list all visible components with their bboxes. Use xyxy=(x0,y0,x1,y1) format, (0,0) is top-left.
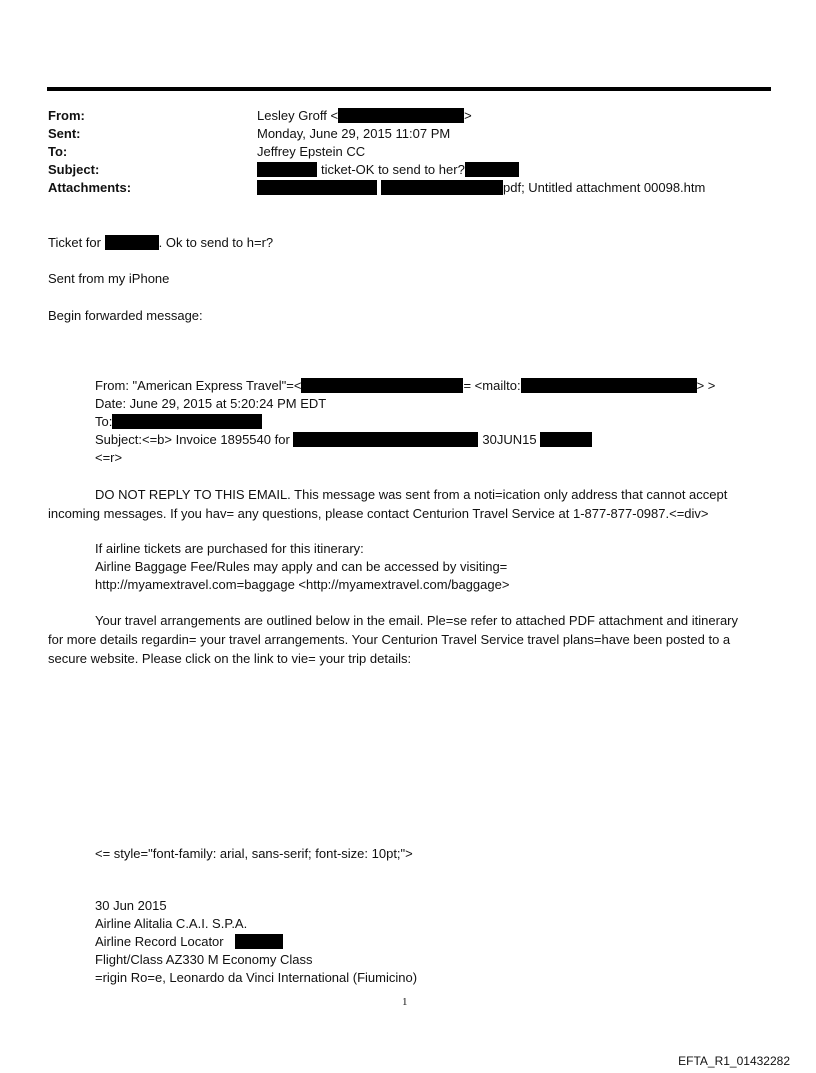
fwd-to-line xyxy=(95,413,262,431)
ticket-line xyxy=(48,234,273,252)
redaction xyxy=(540,432,592,447)
from-close: > xyxy=(464,108,472,123)
style-line: <= style="font-family: arial, sans-serif; font-size: 10pt;"> xyxy=(95,846,413,861)
redaction xyxy=(112,414,262,429)
redaction xyxy=(521,378,697,393)
fwd-subject-pre: Subject:<=b> Invoice 1895540 for xyxy=(95,432,290,447)
itinerary-date: 30 Jun 2015 xyxy=(95,898,167,913)
from-label: From: xyxy=(48,108,85,123)
redaction xyxy=(257,162,317,177)
attachments-text: pdf; Untitled attachment 00098.htm xyxy=(503,180,706,195)
sent-value: Monday, June 29, 2015 11:07 PM xyxy=(257,126,451,141)
locator-label: Airline Record Locator xyxy=(95,934,224,949)
itinerary-flight: Flight/Class AZ330 M Economy Class xyxy=(95,952,313,967)
from-value xyxy=(257,107,472,125)
redaction xyxy=(338,108,464,123)
fwd-from-line xyxy=(95,377,715,395)
header-rule xyxy=(47,87,771,91)
fwd-to-label: To: xyxy=(95,414,113,429)
to-label: To: xyxy=(48,144,68,159)
fwd-subject-line xyxy=(95,431,592,449)
fwd-from-pre: From: "American Express Travel"=< xyxy=(95,378,302,393)
paragraph-travel-arrangements: Your travel arrangements are outlined below in the email. Ple=se refer to attached PDF attachment and itinerary for more details regardin= your travel arrangements. Your Centurion Travel Service travel plans=have been posted to a secure website. Please click on the link to vie= your trip details: xyxy=(48,613,739,666)
redaction xyxy=(105,235,159,250)
redaction xyxy=(465,162,519,177)
attachments-value xyxy=(257,179,705,197)
itinerary-airline: Airline Alitalia C.A.I. S.P.A. xyxy=(95,916,248,931)
page-number: 1 xyxy=(402,996,408,1008)
redaction xyxy=(257,180,377,195)
subject-label: Subject: xyxy=(48,162,100,177)
redaction xyxy=(301,378,463,393)
itinerary-locator xyxy=(95,933,283,951)
attachments-label: Attachments: xyxy=(48,180,132,195)
fwd-r-tag: <=r> xyxy=(95,450,123,465)
fwd-from-mid: = <mailto: xyxy=(463,378,521,393)
sent-from-line: Sent from my iPhone xyxy=(48,271,170,286)
itinerary-origin: =rigin Ro=e, Leonardo da Vinci International (Fiumicino) xyxy=(95,970,418,985)
redaction xyxy=(235,934,283,949)
ticket-pre: Ticket for xyxy=(48,235,101,250)
sent-label: Sent: xyxy=(48,126,81,141)
begin-forwarded-line: Begin forwarded message: xyxy=(48,308,203,323)
paragraph-airline-l1: If airline tickets are purchased for this itinerary: xyxy=(95,541,364,556)
subject-text: ticket-OK to send to her? xyxy=(321,162,465,177)
fwd-subject-date: 30JUN15 xyxy=(482,432,537,447)
paragraph-airline-l2: Airline Baggage Fee/Rules may apply and can be accessed by visiting= xyxy=(95,559,508,574)
to-value: Jeffrey Epstein CC xyxy=(257,144,366,159)
paragraph-airline-l3: http://myamextravel.com=baggage <http://myamextravel.com/baggage> xyxy=(95,577,510,592)
ticket-post: . Ok to send to h=r? xyxy=(158,235,274,250)
paragraph-do-not-reply: DO NOT REPLY TO THIS EMAIL. This message was sent from a noti=ication only address that cannot accept incoming messages. If you hav= any questions, please contact Centurion Travel Service at 1-877-877-0987.<=div> xyxy=(48,487,728,521)
subject-value xyxy=(257,161,519,179)
fwd-date-line: Date: June 29, 2015 at 5:20:24 PM EDT xyxy=(95,396,327,411)
document-id: EFTA_R1_01432282 xyxy=(678,1054,790,1068)
from-name: Lesley Groff < xyxy=(257,108,339,123)
fwd-from-end: > > xyxy=(696,378,716,393)
redaction xyxy=(293,432,478,447)
redaction xyxy=(381,180,503,195)
